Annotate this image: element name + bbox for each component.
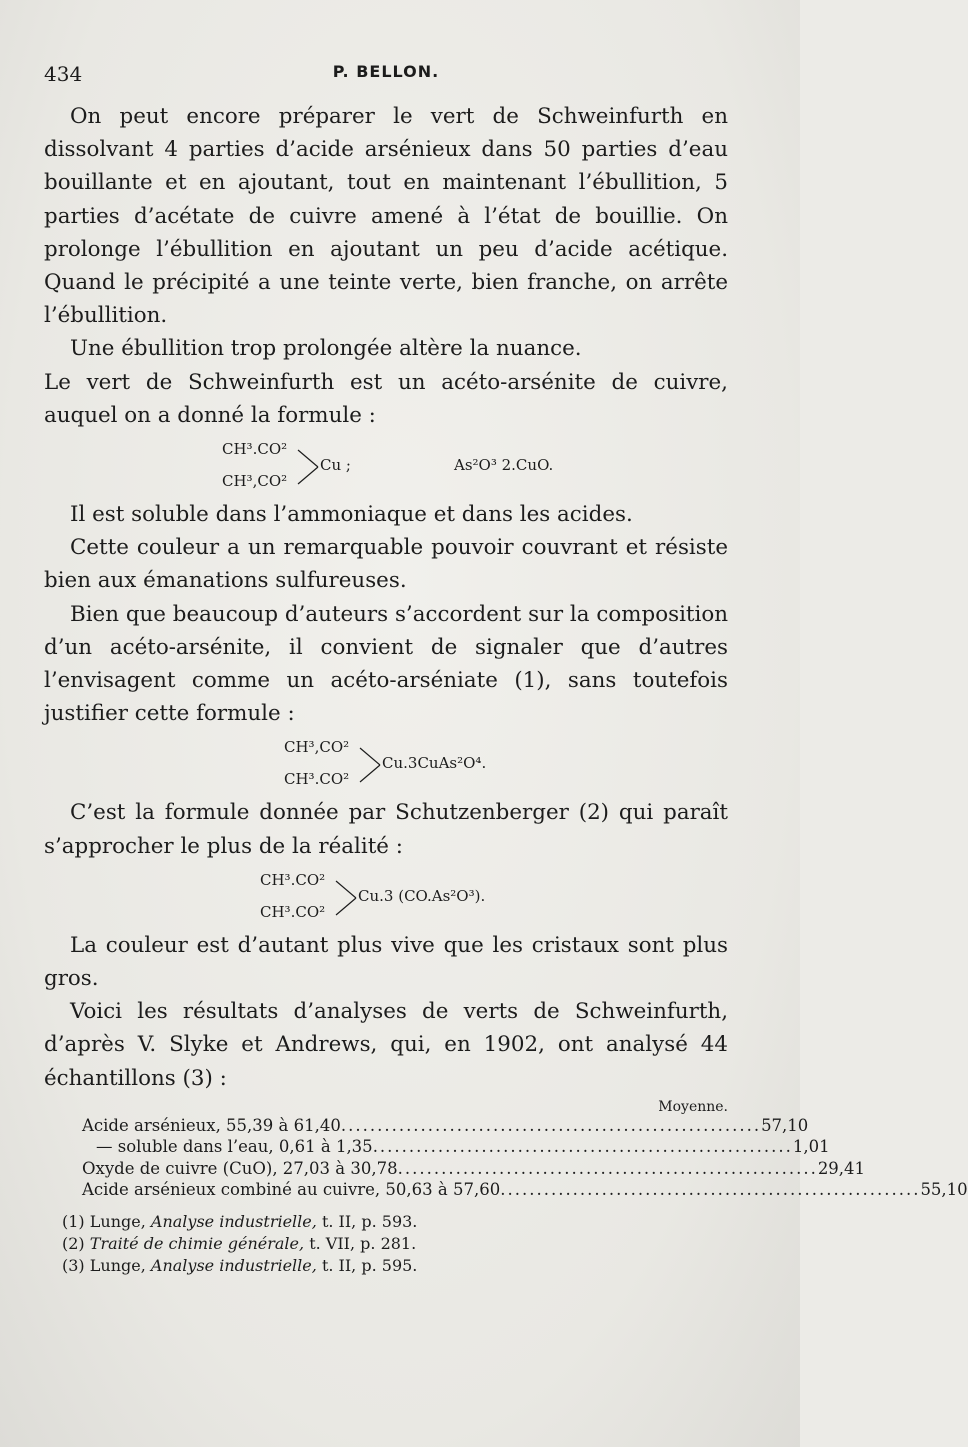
footnote-title: Analyse industrielle,	[150, 1255, 317, 1275]
formula-acetoarsenite	[44, 432, 728, 498]
table-row	[44, 1136, 830, 1158]
formula-acetoarseniate	[44, 730, 728, 796]
paragraph: Il est soluble dans l’ammoniaque et dans les acides.	[70, 502, 633, 528]
footnote	[62, 1255, 728, 1277]
row-value: 57,10	[761, 1115, 809, 1135]
paragraph: C’est la formule donnée par Schutzenberger (2) qui paraît s’approcher le plus de la réalité :	[44, 800, 728, 859]
analysis-table	[44, 1098, 968, 1201]
dot-leader: ..........................................................	[500, 1180, 921, 1200]
row-label: Acide arsénieux, 55,39 à 61,40	[82, 1115, 341, 1135]
footnotes	[44, 1211, 728, 1277]
row-value: 1,01	[792, 1137, 830, 1157]
dot-leader: ..........................................................	[340, 1115, 762, 1135]
running-title: P. BELLON.	[332, 62, 440, 81]
footnote	[62, 1211, 728, 1233]
table-row	[44, 1158, 866, 1180]
formula-metal: Cu.3 (CO.As²O³).	[358, 886, 486, 905]
paragraph: On peut encore préparer le vert de Schweinfurth en dissolvant 4 parties d’acide arsénieux dans 50 parties d’eau bouillante et en ajoutant, tout en maintenant l’ébullition, 5 parties d’acétate de cuivre amené à l’état de bouillie. On prolonge l’ébullition en ajoutant un peu d’acide acétique. Quand le précipité a une teinte verte, bien franche, on arrête l’ébullition.	[44, 104, 728, 329]
page-body	[44, 100, 968, 1277]
row-label: Oxyde de cuivre (CuO), 27,03 à 30,78	[82, 1158, 398, 1178]
row-value: 55,10	[920, 1180, 968, 1200]
paragraph: Voici les résultats d’analyses de verts de Schweinfurth, d’après V. Slyke et Andrews, qui, en 1902, ont analysé 44 échantillons (3) :	[44, 999, 728, 1091]
paragraph: Bien que beaucoup d’auteurs s’accordent sur la composition d’un acéto-arsénite, il convient de signaler que d’autres l’envisagent comme un acéto-arséniate (1), sans toutefois justifier cette formule :	[44, 601, 728, 727]
footnote-ref: t. II, p. 595.	[321, 1255, 418, 1275]
formula-bottom: CH³,CO²	[222, 472, 288, 491]
row-value: 29,41	[817, 1158, 866, 1178]
formula-top: CH³,CO²	[284, 738, 350, 757]
footnote-ref: t. VII, p. 281.	[309, 1233, 417, 1253]
formula-bottom: CH³.CO²	[260, 902, 326, 921]
footnote-number: (1)	[62, 1211, 85, 1231]
row-label: — soluble dans l’eau, 0,61 à 1,35	[96, 1137, 373, 1157]
formula-alternative: As²O³ 2.CuO.	[454, 456, 554, 475]
table-row	[44, 1179, 968, 1201]
table-row	[44, 1115, 809, 1137]
bond-brace-icon	[296, 448, 322, 486]
paragraph: Cette couleur a un remarquable pouvoir couvrant et résiste bien aux émanations sulfureuses.	[44, 535, 728, 594]
dot-leader: ..........................................................	[372, 1137, 793, 1157]
bond-brace-icon	[334, 879, 360, 917]
bond-brace-icon	[358, 746, 384, 784]
footnote-number: (3)	[62, 1255, 85, 1275]
formula-bottom: CH³.CO²	[284, 770, 350, 789]
page-header	[44, 62, 728, 102]
footnote-author: Lunge,	[89, 1211, 146, 1231]
page-number: 434	[44, 62, 83, 86]
footnote	[62, 1233, 728, 1255]
paragraph: Le vert de Schweinfurth est un acéto-arsénite de cuivre, auquel on a donné la formule :	[44, 369, 728, 428]
formula-top: CH³.CO²	[222, 440, 288, 459]
footnote-title: Analyse industrielle,	[150, 1211, 317, 1231]
formula-top: CH³.CO²	[260, 870, 326, 889]
dot-leader: ..........................................................	[397, 1158, 818, 1178]
footnote-ref: t. II, p. 593.	[321, 1211, 418, 1231]
footnote-number: (2)	[62, 1233, 85, 1253]
paragraph: La couleur est d’autant plus vive que les cristaux sont plus gros.	[44, 932, 728, 992]
formula-schutzenberger	[44, 863, 728, 929]
formula-metal: Cu.3CuAs²O⁴.	[382, 754, 487, 773]
row-label: Acide arsénieux combiné au cuivre, 50,63 à 57,60	[82, 1180, 501, 1200]
formula-metal: Cu ;	[320, 456, 351, 475]
footnote-author: Lunge,	[89, 1255, 146, 1275]
paragraph: Une ébullition trop prolongée altère la nuance.	[70, 336, 582, 362]
footnote-title: Traité de chimie générale,	[89, 1233, 305, 1253]
column-header-average: Moyenne.	[658, 1098, 728, 1115]
